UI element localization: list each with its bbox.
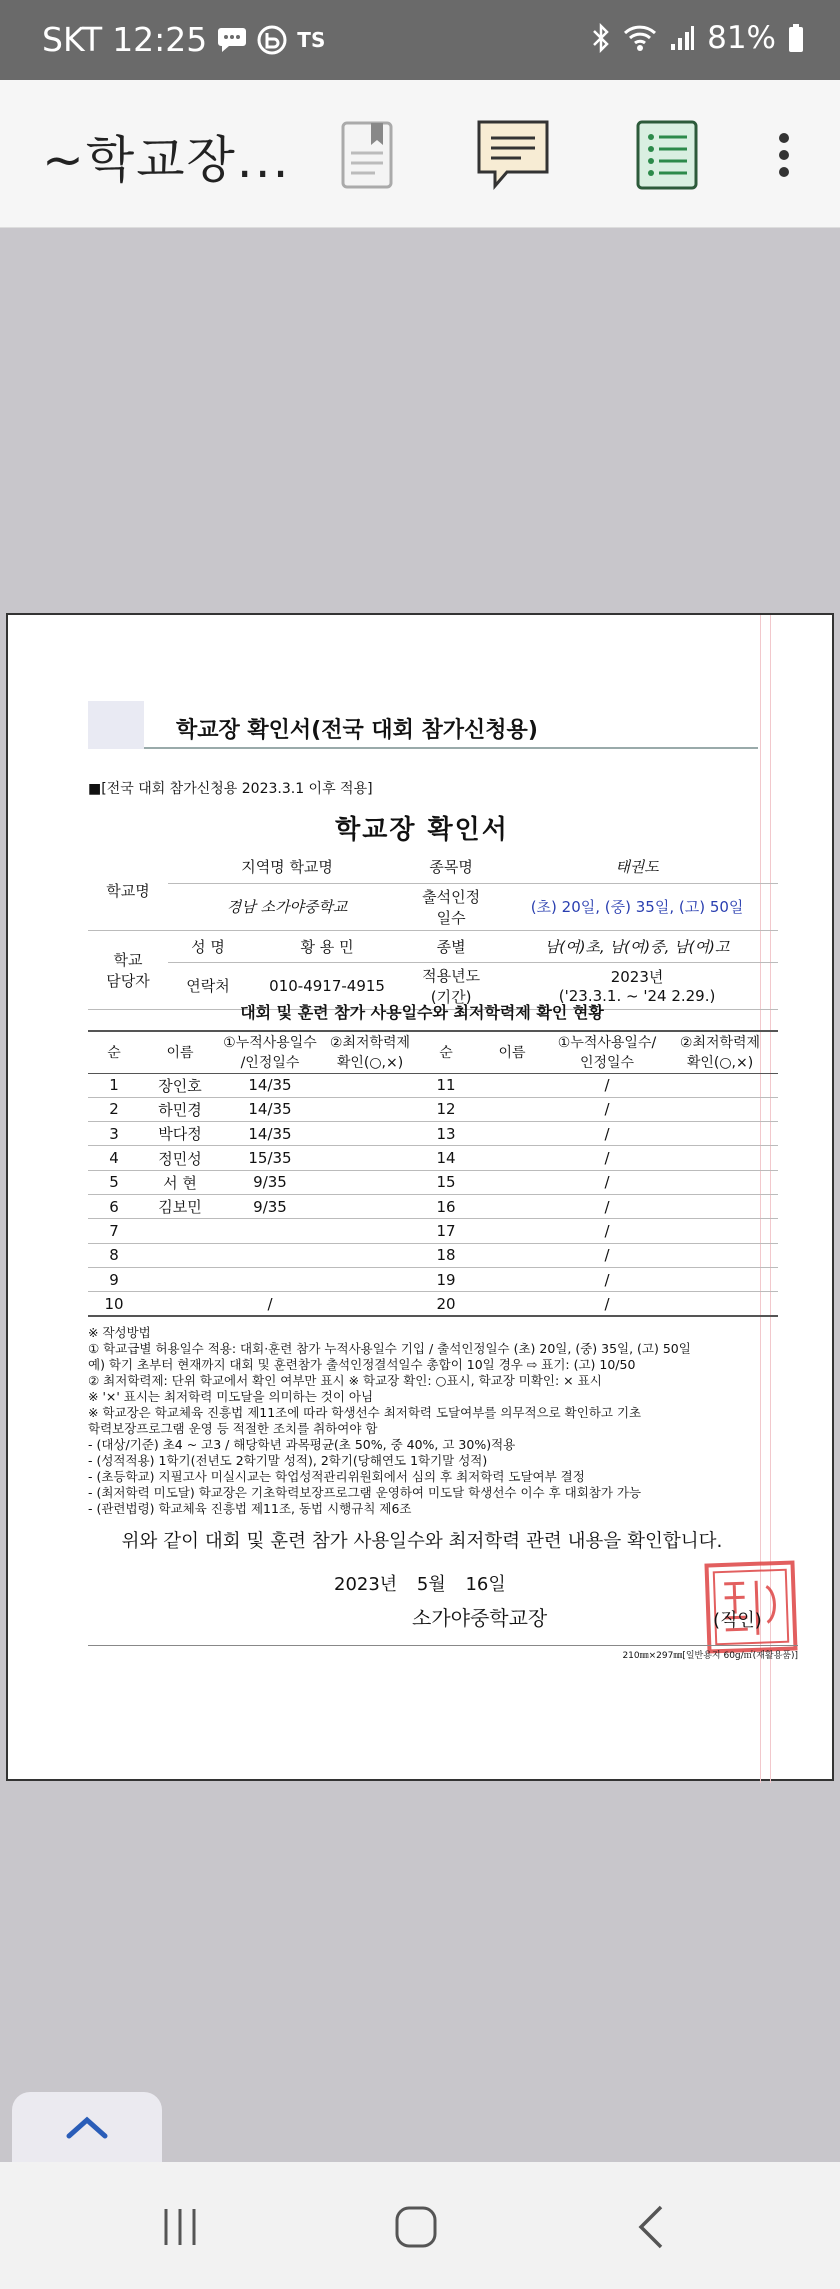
contact-value: 010-4917-4915 [248,962,406,1009]
note-line: ※ 학교장은 학교체육 진흥법 제11조에 따라 학생선수 최저학력 도달여부를 의무적으로 확인하고 기초 [88,1405,642,1420]
year-label-2: (기간) [430,987,472,1006]
row-check-right [662,1267,778,1291]
system-nav-bar [0,2162,840,2289]
event-label: 종목명 [406,851,496,883]
row-check-right [662,1292,778,1316]
row-name [140,1292,220,1316]
row-name-right [472,1219,552,1243]
chevron-up-icon [65,2114,109,2140]
row-name-right [472,1097,552,1121]
row-days-right: / [552,1292,662,1316]
row-days [220,1219,320,1243]
row-no: 10 [88,1292,140,1316]
col-name: 이름 [140,1031,220,1073]
row-days-right: / [552,1170,662,1194]
col-days-2: /인정일수 [240,1055,300,1072]
row-no: 1 [88,1073,140,1097]
seal-label: (직인) [713,1610,762,1631]
row-days-right: / [552,1146,662,1170]
row-days: 14/35 [220,1122,320,1146]
info-table [88,851,778,1010]
row-check-right [662,1146,778,1170]
attendance-label-2: 일수 [436,908,466,927]
row-days: 9/35 [220,1170,320,1194]
row-check [320,1194,420,1218]
message-icon [217,26,247,54]
row-name: 김보민 [140,1194,220,1218]
document-title: ~학교장... [42,131,291,189]
doc-subnote: ■[전국 대회 참가신청용 2023.3.1 이후 적용] [88,781,373,797]
row-no: 6 [88,1194,140,1218]
row-no: 7 [88,1219,140,1243]
athlete-table [88,1030,778,1317]
row-name-right [472,1292,552,1316]
comment-button[interactable] [474,116,552,194]
row-name [140,1267,220,1291]
row-days [220,1243,320,1267]
header-mark [88,701,144,749]
note-line: - (성적적용) 1학기(전년도 2학기말 성적), 2학기(당해연도 1학기말 성적) [88,1453,488,1468]
row-no-right: 17 [420,1219,472,1243]
bookmark-page-icon [337,119,397,191]
row-days: 14/35 [220,1097,320,1121]
table-row [88,1292,778,1316]
row-check [320,1122,420,1146]
row-check [320,1243,420,1267]
col-days-1: ①누적사용일수 [223,1035,317,1052]
doc-header [88,713,758,749]
row-check-right [662,1243,778,1267]
battery-percent: 81% [707,20,776,56]
signal-icon [669,24,695,52]
col-name-right: 이름 [472,1031,552,1073]
more-vertical-icon [774,130,794,180]
row-no: 5 [88,1170,140,1194]
row-name: 장인호 [140,1073,220,1097]
col-no-right: 순 [420,1031,472,1073]
school-label: 학교명 [88,851,168,930]
app-bar [0,80,840,228]
row-no-right: 18 [420,1243,472,1267]
section-title: 대회 및 훈련 참가 사용일수와 최저학력제 확인 현황 [240,1003,604,1022]
table-row [88,1146,778,1170]
row-check [320,1267,420,1291]
recent-apps-button[interactable] [150,2202,210,2252]
row-name-right [472,1194,552,1218]
col-check-1: ②최저학력제 [329,1035,411,1052]
doc-header-title: 학교장 확인서(전국 대회 참가신청용) [176,718,538,743]
note-line: ※ '×' 표시는 최저학력 미도달을 의미하는 것이 아님 [88,1389,374,1404]
notes [88,1325,778,1517]
note-line: - (초등학교) 지필고사 미실시교는 학업성적관리위원회에서 심의 후 최저학력 도달여부 결정 [88,1469,585,1484]
row-name-right [472,1170,552,1194]
row-name: 박다정 [140,1122,220,1146]
col-days-r-2: 인정일수 [579,1055,635,1072]
note-line: ① 학교급별 허용일수 적용: 대회·훈련 참가 누적사용일수 기입 / 출석인정일수 (초) 20일, (중) 35일, (고) 50일 [88,1341,691,1356]
note-line: - (최저학력 미도달) 학교장은 기초학력보장프로그램 운영하여 미도달 학생선수 이수 후 대회참가 가능 [88,1485,642,1500]
row-no-right: 16 [420,1194,472,1218]
year-value-1: 2023년 [610,968,664,986]
row-no-right: 15 [420,1170,472,1194]
type-value: 남(여)초, 남(여)중, 남(여)고 [496,930,778,962]
row-days: / [220,1292,320,1316]
row-no: 8 [88,1243,140,1267]
table-row [88,1170,778,1194]
row-name-right [472,1243,552,1267]
note-line: ② 최저학력제: 단위 학교에서 확인 여부만 표시 ※ 학교장 확인: ○표시, 학교장 미확인: × 표시 [88,1373,602,1388]
table-row [88,1219,778,1243]
row-name-right [472,1073,552,1097]
row-days-right: / [552,1267,662,1291]
table-row [88,1122,778,1146]
clock: 12:25 [112,20,208,59]
row-days-right: / [552,1122,662,1146]
col-check-r-1: ②최저학력제 [679,1035,761,1052]
row-check [320,1292,420,1316]
doc-main-title: 학교장 확인서 [335,815,509,845]
row-days: 9/35 [220,1194,320,1218]
row-days-right: / [552,1243,662,1267]
doc-footer [88,1645,798,1661]
school-name: 소가야중학교장 [412,1606,548,1630]
row-no-right: 11 [420,1073,472,1097]
row-name [140,1243,220,1267]
manager-label-1: 학교 [113,950,143,969]
row-check-right [662,1219,778,1243]
wifi-icon [623,24,657,52]
row-check-right [662,1170,778,1194]
comment-icon [475,118,551,192]
col-no: 순 [88,1031,140,1073]
row-check [320,1146,420,1170]
row-no-right: 19 [420,1267,472,1291]
confirm-text: 위와 같이 대회 및 훈련 참가 사용일수와 최저학력 관련 내용을 확인합니다. [121,1531,723,1552]
more-options-button[interactable] [744,116,824,194]
row-check [320,1073,420,1097]
col-check-r-2: 확인(○,×) [686,1055,754,1072]
row-days-right: / [552,1194,662,1218]
list-outline-icon [635,119,699,191]
col-days-r-1: ①누적사용일수/ [557,1035,657,1052]
row-check-right [662,1073,778,1097]
row-no: 9 [88,1267,140,1291]
table-row [88,1097,778,1121]
status-bar [0,0,840,80]
expand-panel-button[interactable] [12,2092,162,2162]
attendance-label-1: 출석인정 [422,887,481,906]
row-check [320,1097,420,1121]
year-value-2: ('23.3.1. ~ '24 2.29.) [558,987,716,1005]
year-label-1: 적용년도 [422,966,481,985]
row-days: 14/35 [220,1073,320,1097]
row-name: 하민경 [140,1097,220,1121]
row-name-right [472,1267,552,1291]
notification-text: TS [297,27,326,52]
note-line: - (대상/기준) 초4 ~ 고3 / 해당학년 과목평균(초 50%, 중 40%, 고 30%)적용 [88,1437,516,1452]
note-line: - (관련법령) 학교체육 진흥법 제11조, 동법 시행규칙 제6조 [88,1501,412,1516]
home-button[interactable] [386,2202,446,2252]
row-no-right: 14 [420,1146,472,1170]
note-line: 예) 학기 초부터 현재까지 대회 및 훈련참가 출석인정결석일수 총합이 10일 경우 ⇨ 표기: (고) 10/50 [88,1357,636,1372]
region-school-label: 지역명 학교명 [168,851,406,883]
name-label: 성 명 [168,930,248,962]
back-button[interactable] [622,2202,682,2252]
row-days-right: / [552,1097,662,1121]
row-check-right [662,1194,778,1218]
note-line: ※ 작성방법 [88,1325,151,1340]
row-days-right: / [552,1073,662,1097]
table-row [88,1243,778,1267]
date-text: 2023년 5월 16일 [334,1574,506,1595]
row-days-right: / [552,1219,662,1243]
attendance-value: (초) 20일, (중) 35일, (고) 50일 [496,883,778,930]
row-name [140,1219,220,1243]
home-icon [393,2204,439,2250]
table-row [88,1267,778,1291]
row-no: 2 [88,1097,140,1121]
table-row [88,1073,778,1097]
manager-label-2: 담당자 [106,971,150,990]
region-school-value: 경남 소가야중학교 [168,883,406,930]
row-no-right: 20 [420,1292,472,1316]
row-no: 4 [88,1146,140,1170]
event-value: 태권도 [496,851,778,883]
row-days: 15/35 [220,1146,320,1170]
back-icon [635,2203,669,2251]
footnote: 210㎜×297㎜[일반용지 60g/㎡(재활용품)] [622,1651,798,1661]
document-page[interactable] [6,613,834,1781]
row-name-right [472,1122,552,1146]
name-value: 황 용 민 [248,930,406,962]
row-days [220,1267,320,1291]
bluetooth-icon [591,23,611,53]
carrier-label: SKT [42,20,103,59]
row-name: 정민성 [140,1146,220,1170]
row-check [320,1170,420,1194]
note-line: 학력보장프로그램 운영 등 적절한 조치를 취하여야 함 [88,1421,378,1436]
bookmark-page-button[interactable] [328,116,406,194]
row-no-right: 12 [420,1097,472,1121]
row-check-right [662,1122,778,1146]
row-no: 3 [88,1122,140,1146]
table-row [88,1194,778,1218]
row-check-right [662,1097,778,1121]
row-check [320,1219,420,1243]
type-label: 종별 [406,930,496,962]
row-name-right [472,1146,552,1170]
row-name: 서 현 [140,1170,220,1194]
outline-button[interactable] [628,116,706,194]
recent-apps-icon [158,2205,202,2249]
battery-icon [788,23,804,53]
row-no-right: 13 [420,1122,472,1146]
contact-label: 연락처 [168,962,248,1009]
col-check-2: 확인(○,×) [336,1055,404,1072]
band-app-icon [257,25,287,55]
